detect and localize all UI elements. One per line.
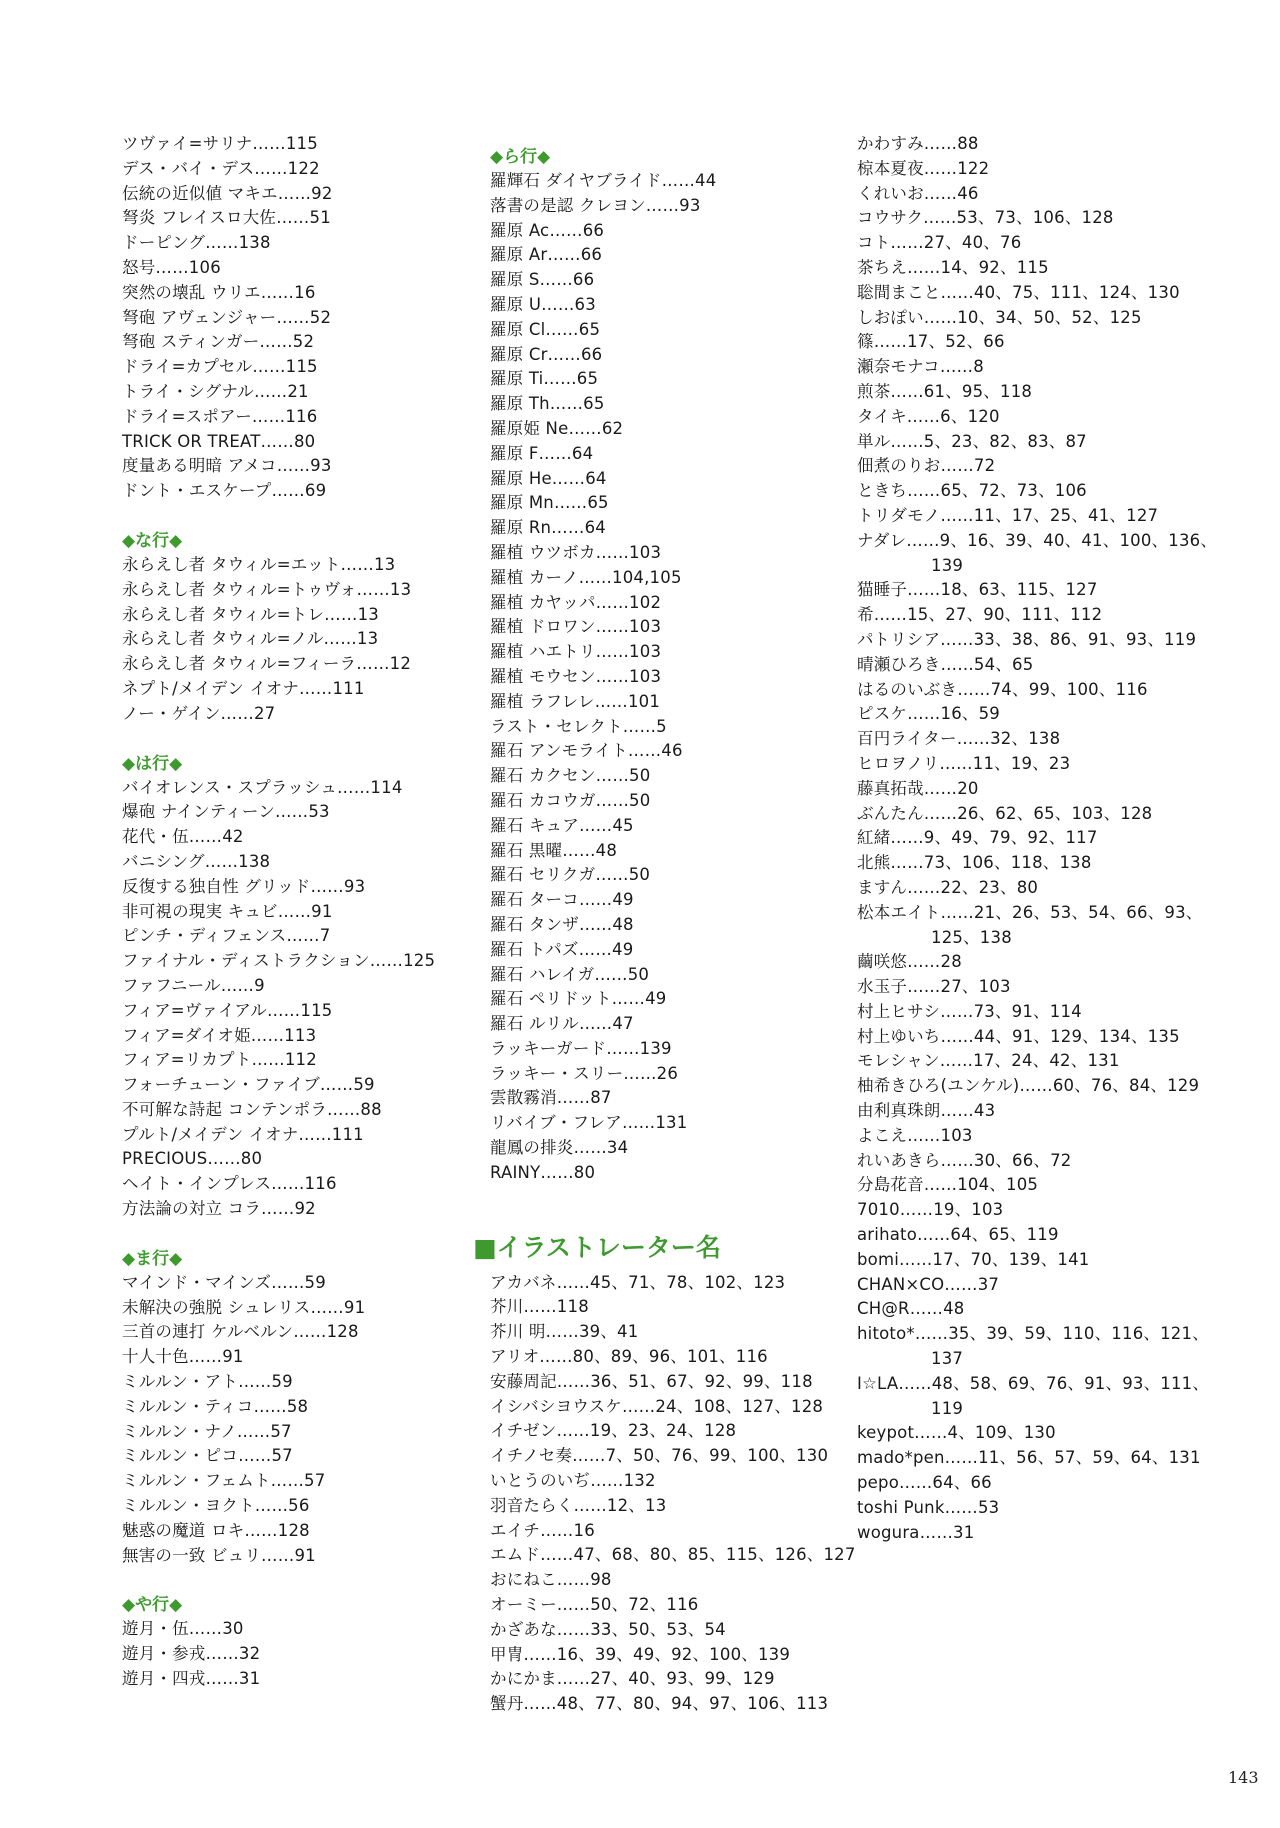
index-entry: フォーチューン・ファイブ……59: [122, 1075, 375, 1095]
index-entry: 羅石 黒曜……48: [490, 840, 618, 860]
index-entry: 羅原 He……64: [490, 468, 607, 488]
index-column-1: [122, 132, 482, 1692]
list-ha: [122, 776, 482, 1222]
index-entry: 遊月・参戎……32: [122, 1644, 261, 1664]
index-entry: 羅原 Ar……66: [490, 245, 603, 265]
index-entry: 羅石 アンモライト……46: [490, 741, 683, 761]
index-entry: ミルルン・アト……59: [122, 1372, 293, 1392]
index-entry: 三首の連打 ケルベルン……128: [122, 1322, 359, 1342]
list-illustrators-continued: [857, 132, 1218, 1545]
index-entry: イチノセ奏……7、50、76、99、100、130: [490, 1446, 829, 1466]
index-entry: ツヴァイ=サリナ……115: [122, 134, 318, 153]
index-entry: 羅原 S……66: [490, 270, 595, 290]
index-entry: 晴瀬ひろき……54、65: [857, 654, 1034, 674]
index-entry: ときち……65、72、73、106: [857, 481, 1087, 501]
index-entry: 羅原 Cr……66: [490, 344, 603, 364]
index-entry: デス・バイ・デス……122: [122, 158, 320, 178]
index-entry: ますん……22、23、80: [857, 877, 1039, 897]
index-entry: 羅石 トパズ……49: [490, 939, 634, 959]
index-entry: ピスケ……16、59: [857, 704, 1000, 724]
index-entry: エムド……47、68、80、85、115、126、127: [490, 1545, 856, 1565]
index-entry: 安藤周記……36、51、67、92、99、118: [490, 1371, 813, 1391]
index-entry: 茶ちえ……14、92、115: [857, 257, 1049, 277]
index-entry: 羅植 ウツボカ……103: [490, 542, 662, 562]
index-entry: bomi……17、70、139、141: [857, 1249, 1090, 1269]
index-entry: 未解決の強脱 シュレリス……91: [122, 1297, 366, 1317]
index-entry-continuation: 139: [931, 555, 964, 575]
index-entry: ぶんたん……26、62、65、103、128: [857, 803, 1153, 823]
index-entry: ラッキーガード……139: [490, 1038, 672, 1058]
index-entry: おにねこ……98: [490, 1570, 612, 1590]
index-entry: 柚希きひろ(ユンケル)……60、76、84、129: [857, 1076, 1200, 1096]
index-entry: 分島花音……104、105: [857, 1175, 1039, 1195]
index-entry: 魅惑の魔道 ロキ……128: [122, 1520, 310, 1540]
index-entry: いとうのいぢ……132: [490, 1471, 656, 1491]
index-entry: arihato……64、65、119: [857, 1225, 1059, 1245]
index-entry: ミルルン・ティコ……58: [122, 1396, 309, 1416]
index-entry: リバイブ・フレア……131: [490, 1113, 688, 1133]
index-entry: 羅原 Th……65: [490, 394, 605, 414]
index-entry: 羅輝石 ダイヤブライド……44: [490, 171, 717, 190]
index-entry: 猫睡子……18、63、115、127: [857, 580, 1098, 600]
index-entry: 弩砲 アヴェンジャー……52: [122, 307, 332, 327]
index-entry: ミルルン・ピコ……57: [122, 1446, 293, 1466]
index-entry: バイオレンス・スプラッシュ……114: [122, 777, 403, 797]
index-entry: コト……27、40、76: [857, 233, 1022, 253]
index-entry: ドライ=スポアー……116: [122, 406, 318, 426]
section-header-na: ◆な行◆: [122, 530, 183, 551]
list-illustrators: [490, 1271, 856, 1717]
index-entry: 永らえし者 タウィル=ノル……13: [122, 629, 379, 649]
index-entry: かざあな……33、50、53、54: [490, 1619, 726, 1639]
index-entry: 突然の壊乱 ウリエ……16: [122, 282, 316, 302]
index-entry: ピンチ・ディフェンス……7: [122, 926, 331, 946]
index-entry: 羅石 ターコ……49: [490, 890, 634, 910]
index-entry: 7010……19、103: [857, 1200, 1004, 1220]
index-entry: 羅植 ラフレレ……101: [490, 691, 661, 711]
index-entry: PRECIOUS……80: [122, 1149, 263, 1169]
index-entry: 羅石 キュア……45: [490, 815, 634, 835]
index-entry: 羅原 Rn……64: [490, 518, 606, 538]
index-entry: 村上ヒサシ……73、91、114: [857, 1001, 1082, 1021]
index-entry: 希……15、27、90、111、112: [857, 605, 1103, 625]
index-entry: 紅緒……9、49、79、92、117: [857, 828, 1098, 848]
index-entry: 瀬奈モナコ……8: [857, 357, 984, 377]
index-entry: 羅原 Cl……65: [490, 319, 601, 339]
index-entry: 芥川 明……39、41: [490, 1322, 639, 1342]
index-entry: 羅原 Ti……65: [490, 369, 599, 389]
index-entry: ミルルン・ヨクト……56: [122, 1496, 310, 1516]
index-entry: 藤真拓哉……20: [857, 778, 979, 798]
index-entry: 羅植 ハエトリ……103: [490, 642, 662, 662]
section-header-illustrators: ■イラストレーター名: [473, 1232, 721, 1262]
index-entry: かにかま……27、40、93、99、129: [490, 1669, 775, 1689]
index-entry: 羅石 ハレイガ……50: [490, 964, 650, 984]
index-entry: keypot……4、109、130: [857, 1423, 1056, 1443]
index-entry: 羅石 ペリドット……49: [490, 989, 667, 1009]
list-top: [122, 132, 482, 504]
index-entry: 水玉子……27、103: [857, 977, 1011, 997]
page-number: 143: [1228, 1768, 1259, 1787]
index-entry: アカバネ……45、71、78、102、123: [490, 1272, 786, 1292]
index-entry: 遊月・伍……30: [122, 1619, 244, 1639]
index-entry: トライ・シグナル……21: [122, 381, 309, 401]
index-entry: CH@R……48: [857, 1299, 965, 1319]
index-entry: れいあきら……30、66、72: [857, 1150, 1072, 1170]
index-entry: ドント・エスケープ……69: [122, 481, 327, 501]
index-entry: 椋本夏夜……122: [857, 158, 990, 178]
index-entry: 永らえし者 タウィル=トレ……13: [122, 604, 379, 624]
index-entry: 非可視の現実 キュビ……91: [122, 901, 333, 921]
index-entry: 北熊……73、106、118、138: [857, 853, 1092, 873]
index-entry: I☆LA……48、58、69、76、91、93、111、: [857, 1373, 1210, 1393]
index-entry: mado*pen……11、56、57、59、64、131: [857, 1448, 1201, 1468]
index-entry: 龍鳳の排炎……34: [490, 1138, 629, 1158]
index-entry: 無害の一致 ビュリ……91: [122, 1545, 316, 1565]
index-entry: 羅石 カクセン……50: [490, 766, 651, 786]
index-entry: 花代・伍……42: [122, 827, 244, 847]
index-entry-continuation: 125、138: [931, 927, 1012, 947]
index-entry: イチゼン……19、23、24、128: [490, 1421, 737, 1441]
index-entry: 羅植 カーノ……104,105: [490, 567, 682, 587]
index-entry: wogura……31: [857, 1522, 975, 1542]
index-entry: しおぽい……10、34、50、52、125: [857, 307, 1142, 327]
index-entry: ドライ=カプセル……115: [122, 357, 318, 377]
index-entry: 雲散霧消……87: [490, 1088, 612, 1108]
index-entry: 百円ライター……32、138: [857, 729, 1061, 749]
index-entry: フィア=リカプト……112: [122, 1050, 317, 1070]
index-entry: 羅原 Mn……65: [490, 493, 609, 513]
index-entry: エイチ……16: [490, 1520, 595, 1540]
index-entry: 羅石 ルリル……47: [490, 1014, 634, 1034]
index-entry: 蟹丹……48、77、80、94、97、106、113: [490, 1694, 829, 1714]
section-header-ha: ◆は行◆: [122, 753, 183, 774]
index-entry: フィア=ダイオ姫……113: [122, 1025, 317, 1045]
index-entry: はるのいぶき……74、99、100、116: [857, 679, 1148, 699]
index-entry: 羽音たらく……12、13: [490, 1495, 667, 1515]
index-entry: 羅植 ドロワン……103: [490, 617, 662, 637]
index-entry: pepo……64、66: [857, 1473, 992, 1493]
index-entry: 怒号……106: [122, 257, 221, 277]
index-entry: トリダモノ……11、17、25、41、127: [857, 505, 1159, 525]
index-entry: 反復する独自性 グリッド……93: [122, 876, 366, 896]
index-entry: hitoto*……35、39、59、110、116、121、: [857, 1324, 1209, 1344]
index-entry: 羅原 F……64: [490, 443, 594, 463]
index-entry: 由利真珠朗……43: [857, 1101, 996, 1121]
index-entry-continuation: 119: [931, 1398, 964, 1418]
index-entry: 聡間まこと……40、75、111、124、130: [857, 282, 1180, 302]
index-entry: 弩炎 フレイスロ大佐……51: [122, 208, 331, 228]
index-entry: 永らえし者 タウィル=フィーラ……12: [122, 654, 412, 674]
index-entry: 佃煮のりお……72: [857, 456, 996, 476]
index-entry: 永らえし者 タウィル=トゥヴォ……13: [122, 579, 412, 599]
index-entry: 甲冑……16、39、49、92、100、139: [490, 1644, 791, 1664]
index-entry: 爆砲 ナインティーン……53: [122, 802, 330, 822]
index-entry: ノー・ゲイン……27: [122, 703, 276, 723]
index-entry: 羅原 U……63: [490, 294, 596, 314]
index-column-3: [857, 132, 1218, 1545]
list-ya: [122, 1617, 482, 1691]
index-entry: モレシャン……17、24、42、131: [857, 1051, 1120, 1071]
index-entry: オーミー……50、72、116: [490, 1595, 699, 1615]
index-entry: 遊月・四戎……31: [122, 1669, 261, 1689]
section-header-ra: ◆ら行◆: [490, 147, 551, 167]
index-entry-continuation: 137: [931, 1349, 964, 1369]
index-entry: ナダレ……9、16、39、40、41、100、136、: [857, 530, 1218, 550]
index-entry: 芥川……118: [490, 1297, 589, 1317]
index-entry: 羅石 セリクガ……50: [490, 865, 651, 885]
index-entry: くれいお……46: [857, 183, 979, 203]
index-entry: タイキ……6、120: [857, 406, 1000, 426]
index-entry: プルト/メイデン イオナ……111: [122, 1124, 364, 1144]
index-entry: マインド・マインズ……59: [122, 1272, 326, 1292]
index-entry: 煎茶……61、95、118: [857, 381, 1033, 401]
index-entry: 度量ある明暗 アメコ……93: [122, 456, 332, 476]
index-entry: アリオ……80、89、96、101、116: [490, 1347, 768, 1367]
index-entry: RAINY……80: [490, 1162, 596, 1182]
index-entry: バニシング……138: [122, 851, 271, 871]
index-entry: 弩砲 スティンガー……52: [122, 332, 315, 352]
index-column-2: [473, 145, 856, 1717]
index-entry: かわすみ……88: [857, 134, 979, 153]
index-entry: 羅植 モウセン……103: [490, 666, 662, 686]
index-entry: ヒロヲノリ……11、19、23: [857, 753, 1071, 773]
index-entry: ラッキー・スリー……26: [490, 1063, 679, 1083]
index-entry: ファフニール……9: [122, 975, 265, 995]
index-entry: 不可解な詩起 コンテンポラ……88: [122, 1099, 382, 1119]
index-entry: 十人十色……91: [122, 1347, 244, 1367]
list-na: [122, 553, 482, 727]
index-entry: 永らえし者 タウィル=エット……13: [122, 554, 396, 574]
index-entry: ファイナル・ディストラクション……125: [122, 951, 436, 971]
index-entry: 単ル……5、23、82、83、87: [857, 431, 1087, 451]
index-entry: 羅石 カコウガ……50: [490, 790, 651, 810]
index-entry: ラスト・セレクト……5: [490, 716, 667, 736]
index-entry: 方法論の対立 コラ……92: [122, 1199, 316, 1219]
index-entry: TRICK OR TREAT……80: [122, 431, 316, 451]
section-header-ma: ◆ま行◆: [122, 1248, 183, 1269]
index-entry: 羅石 タンザ……48: [490, 914, 634, 934]
index-entry: ヘイト・インプレス……116: [122, 1174, 337, 1194]
index-entry: 伝統の近似値 マキエ……92: [122, 183, 333, 203]
index-entry: 羅原姫 Ne……62: [490, 418, 624, 438]
index-entry: ミルルン・ナノ……57: [122, 1421, 292, 1441]
index-entry: 羅植 カヤッパ……102: [490, 592, 662, 612]
index-entry: 篠……17、52、66: [857, 332, 1005, 352]
index-entry: 繭咲悠……28: [857, 952, 962, 972]
index-entry: 村上ゆいち……44、91、129、134、135: [857, 1026, 1180, 1046]
index-entry: 羅原 Ac……66: [490, 220, 605, 240]
index-entry: コウサク……53、73、106、128: [857, 208, 1114, 228]
index-entry: よこえ……103: [857, 1125, 973, 1145]
index-entry: CHAN×CO……37: [857, 1274, 1000, 1294]
index-entry: フィア=ヴァイアル……115: [122, 1000, 333, 1020]
index-entry: 落書の是認 クレヨン……93: [490, 195, 701, 215]
list-ra: [490, 169, 850, 1186]
index-entry: ネプト/メイデン イオナ……111: [122, 678, 365, 698]
index-entry: イシバシヨウスケ……24、108、127、128: [490, 1396, 824, 1416]
section-header-ya: ◆や行◆: [122, 1595, 183, 1616]
index-entry: パトリシア……33、38、86、91、93、119: [857, 629, 1197, 649]
index-entry: toshi Punk……53: [857, 1497, 1000, 1517]
index-entry: ドーピング……138: [122, 233, 271, 253]
index-entry: ミルルン・フェムト……57: [122, 1471, 326, 1491]
list-ma: [122, 1271, 482, 1569]
index-entry: 松本エイト……21、26、53、54、66、93、: [857, 902, 1203, 922]
